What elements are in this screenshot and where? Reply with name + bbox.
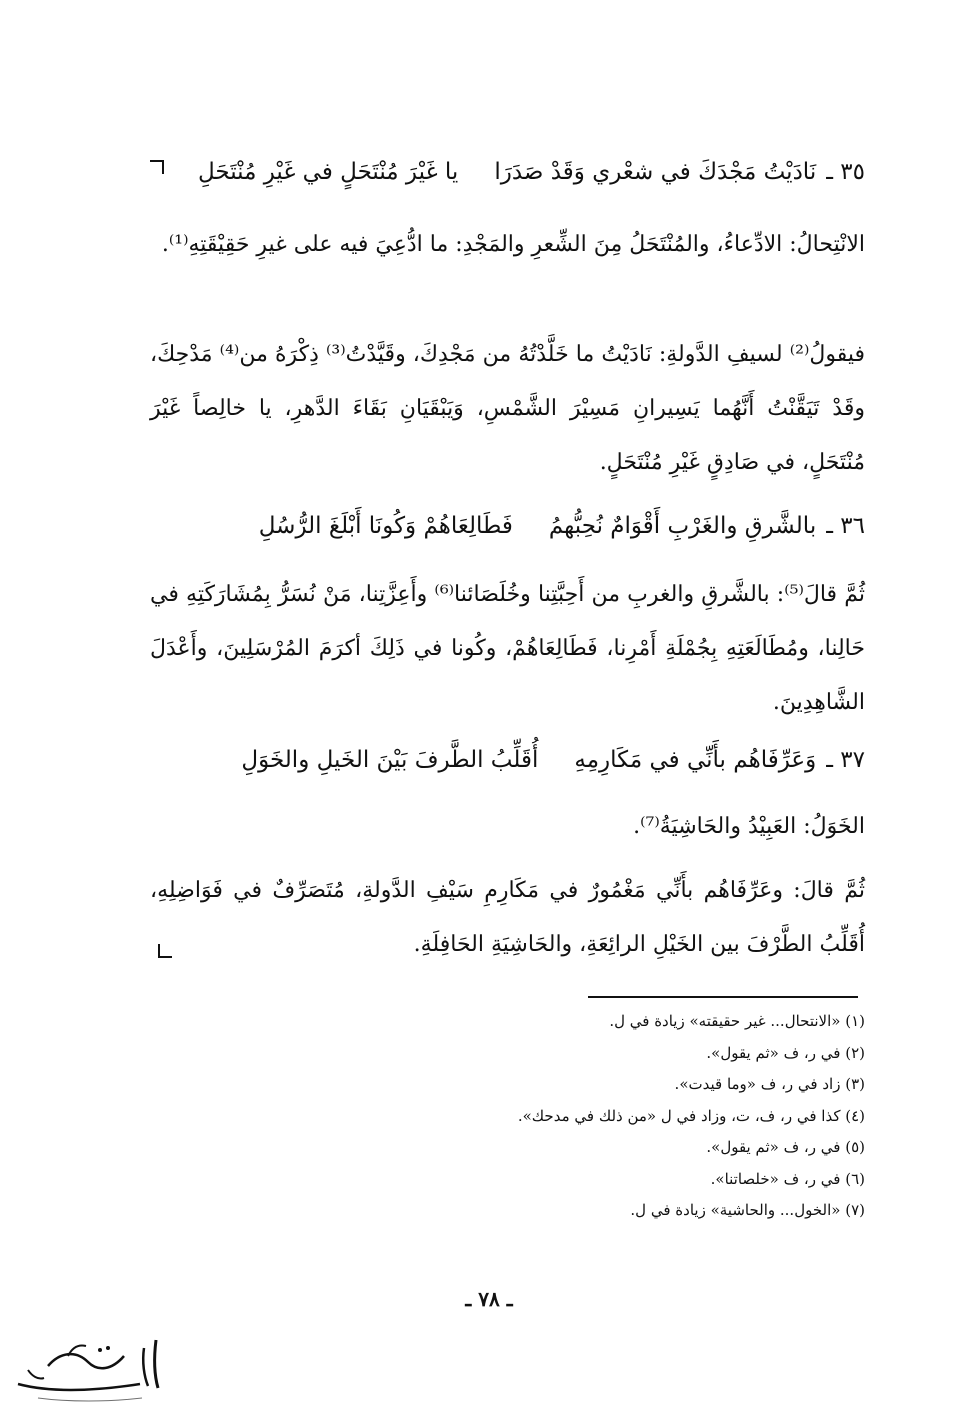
footnote-1: (١) «الانتحال... غير حقيقته» زيادة في ل. [609,1012,865,1030]
commentary-35b: فيقولُ⁽²⁾ لسيفِ الدَّولةِ: نَادَيْتُ ما خَلَّدْتُهُ من مَجْدِكَ، وقَيَّدْتُ⁽³⁾ ذِكْرَهُ من⁽⁴⁾ مَدْحِكَ، وقَدْ تَيَقَّنْتُ أَنَّهُما يَسِيرانِ مَسِيْرَ الشَّمْسِ، وَيَبْقَيَانِ بَقَاءَ الدَّهرِ، يا خالِصاً غَيْرَ مُنْتَحَلٍ، في صَادِقٍ غَيْرِ مُنْتَحَلٍ. [150,342,865,475]
verse-first-hemistich: بالشَّرقِ والغَرْبِ أَقْوَامٌ نُحِبُّهمُ [548,513,817,539]
commentary-36: ثُمَّ قالَ⁽⁵⁾: بالشَّرقِ والغربِ من أَحِبَّتِنا وخُلَصَائنا⁽⁶⁾ وأَعِزَّتِنا، مَنْ نُسَرُّ بِمُشَارَكَتِهِ في حَالِنا، ومُطَالَعَتِهِ بِجُمْلَةِ أَمْرِنا، فَطَالِعَاهُمْ، وكُونا في ذَلِكَ أكرَمَ المُرْسَلِينَ، وأَعْدَلَ الشَّاهِدِينَ. [150,582,865,715]
commentary-37b: ثُمَّ قالَ: وعَرِّفَاهُم بأَنِّي مَغْمُورٌ في مَكَارِمِ سَيْفِ الدَّولةِ، مُتَصَرِّفٌ في فَوَاضِلِهِ، أُقَلِّبُ الطَّرْفَ بين الخَيْلِ الرائِعَةِ، والحَاشِيَةِ الحَافِلَةِ. [150,878,865,957]
calligraphy-stamp [8,1326,168,1412]
verse-first-hemistich: نَادَيْتُ مَجْدَكَ في شعْري وَقَدْ صَدَرَا [494,159,817,185]
commentary-35a: الانْتِحالُ: الادِّعاءُ، والمُنْتَحَلُ مِنَ الشِّعرِ والمَجْدِ: ما ادُّعِيَ فيه على غيرِ حَقِيْقَتِهِ⁽¹⁾. [161,232,865,257]
verse-number: ٣٧ ـ [826,747,865,773]
commentary-37a: الخَوَلُ: العَبِيْدُ والحَاشِيَةُ⁽⁷⁾. [633,814,865,839]
footnotes [300,1006,865,1227]
corner-bracket-bottom [158,944,172,958]
footnote-divider [588,996,858,998]
footnote-3: (٣) زاد في ر، ف «وما قيدت». [674,1075,865,1093]
footnote-2: (٢) في ر، ف «ثم يقول». [706,1043,865,1062]
verse-36 [150,506,865,546]
verse-number: ٣٥ ـ [826,159,865,185]
footnote-5: (٥) في ر، ف «ثم يقول». [706,1138,865,1156]
footnote-7: (٧) «الخول... والحاشية» زيادة في ل. [630,1201,865,1219]
verse-number: ٣٦ ـ [826,513,865,539]
verse-37 [150,740,865,780]
footnote-6: (٦) في ر، ف «خلصاتنا». [710,1169,865,1188]
verse-first-hemistich: وَعَرِّفَاهُم بأَنِّي في مَكَارِمِهِ [574,747,817,773]
verse-second-hemistich: أُقَلِّبُ الطَّرفَ بَيْنَ الخَيلِ والخَوَلِ [241,747,539,773]
page-number: ـ ٧٨ ـ [465,1287,513,1311]
verse-35 [150,152,865,192]
verse-second-hemistich: يا غَيْرَ مُنْتَحَلٍ في غَيْرِ مُنْتَحَلِ [197,159,459,185]
footnote-4: (٤) كذا في ر، ف، ت، وزاد في ل «من ذلك في مدحك». [517,1106,865,1125]
verse-second-hemistich: فَطَالِعَاهُمْ وَكُونَا أَبْلَغَ الرُّسُلِ [258,513,513,539]
